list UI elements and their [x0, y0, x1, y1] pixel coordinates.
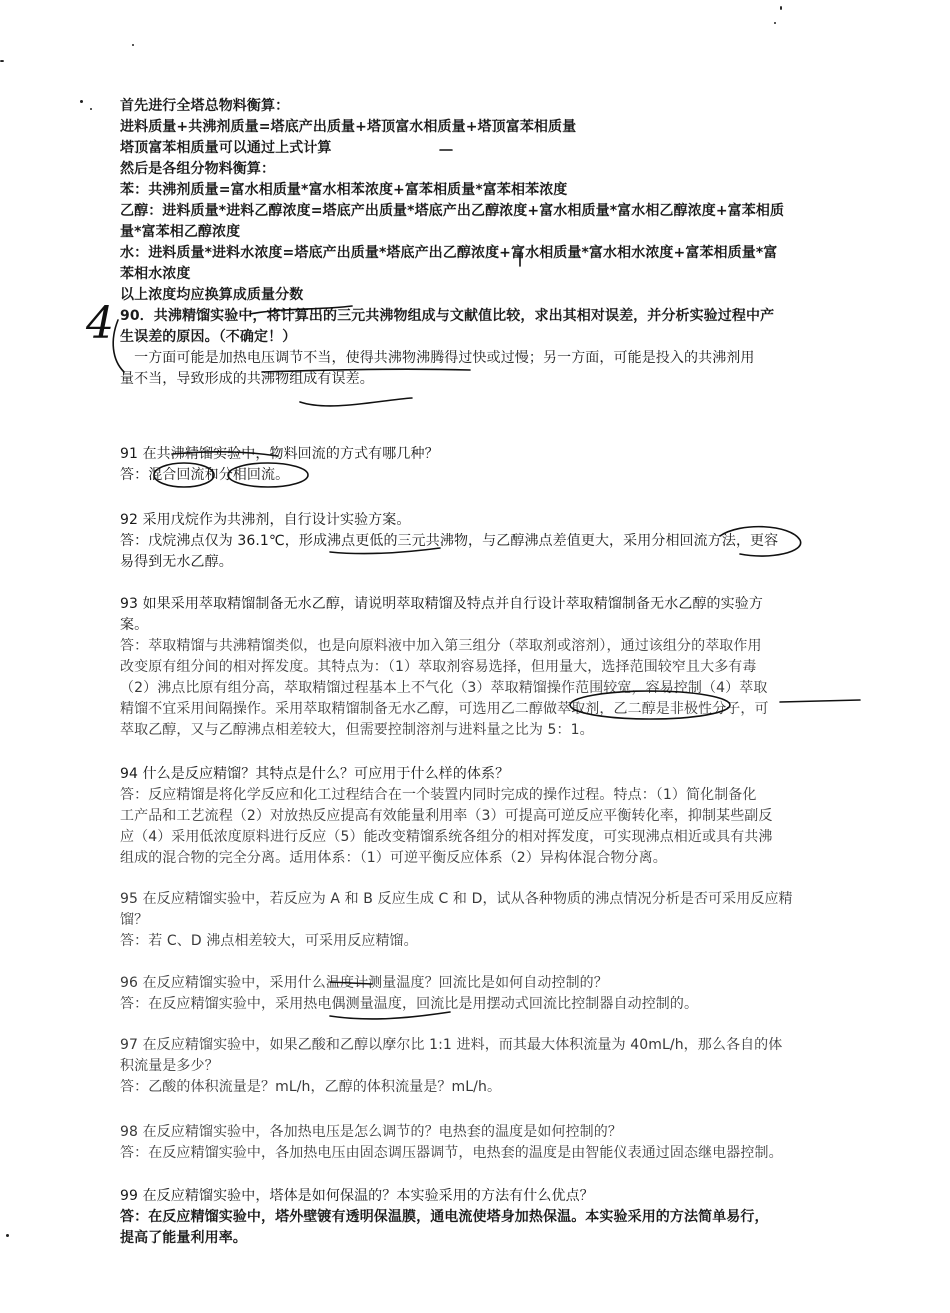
scan-speck — [132, 44, 134, 46]
answer-text: 组成的混合物的完全分离。适用体系：（1）可逆平衡反应体系（2）异构体混合物分离。 — [120, 850, 667, 866]
text-line: 水：进料质量*进料水浓度=塔底产出质量*塔底产出乙醇浓度+富水相质量*富水相水浓度+富苯相质量*富 — [120, 245, 778, 261]
text-line: 乙醇：进料质量*进料乙醇浓度=塔底产出质量*塔底产出乙醇浓度+富水相质量*富水相乙醇浓度+富苯相质 — [120, 203, 785, 219]
handwritten-margin-mark: 4 — [86, 298, 114, 349]
answer-text: （2）沸点比原有组分高，萃取精馏过程基本上不气化（3）萃取精馏操作范围较宽，容易控制（4）萃取 — [120, 680, 768, 696]
question-96 — [120, 973, 910, 1015]
text-line: 塔顶富苯相质量可以通过上式计算 — [120, 140, 332, 156]
question-91 — [120, 444, 910, 486]
scan-speck — [774, 22, 776, 24]
material-balance-section — [120, 96, 910, 306]
question-text: 97 在反应精馏实验中，如果乙酸和乙醇以摩尔比 1:1 进料，而其最大体积流量为 40mL/h，那么各自的体 — [120, 1037, 783, 1053]
answer-text: 答：在反应精馏实验中，采用热电偶测量温度，回流比是用摆动式回流比控制器自动控制的。 — [120, 996, 699, 1012]
question-92 — [120, 510, 910, 573]
question-text: 92 采用戊烷作为共沸剂，自行设计实验方案。 — [120, 512, 411, 528]
text-line: 以上浓度均应换算成质量分数 — [120, 287, 304, 303]
answer-text: 量不当，导致形成的共沸物组成有误差。 — [120, 371, 374, 387]
question-text: 馏？ — [120, 912, 149, 928]
question-text: 95 在反应精馏实验中，若反应为 A 和 B 反应生成 C 和 D，试从各种物质的沸点情况分析是否可采用反应精 — [120, 891, 793, 907]
answer-text: 萃取乙醇，又与乙醇沸点相差较大，但需要控制溶剂与进料量之比为 5：1。 — [120, 722, 594, 738]
question-text: 96 在反应精馏实验中，采用什么温度计测量温度？回流比是如何自动控制的？ — [120, 975, 608, 991]
question-93 — [120, 594, 910, 741]
answer-text: 答：戊烷沸点仅为 36.1℃，形成沸点更低的三元共沸物，与乙醇沸点差值更大，采用分相回流方法，更容 — [120, 533, 779, 549]
answer-text: 提高了能量利用率。 — [120, 1230, 247, 1246]
answer-text: 精馏不宜采用间隔操作。采用萃取精馏制备无水乙醇，可选用乙二醇做萃取剂，乙二醇是非极性分子，可 — [120, 701, 769, 717]
question-text: 积流量是多少？ — [120, 1058, 219, 1074]
question-text: 案。 — [120, 617, 149, 633]
question-text: 93 如果采用萃取精馏制备无水乙醇，请说明萃取精馏及特点并自行设计萃取精馏制备无水乙醇的实验方 — [120, 596, 763, 612]
scan-speck — [0, 60, 4, 62]
question-text: 99 在反应精馏实验中，塔体是如何保温的？本实验采用的方法有什么优点？ — [120, 1188, 594, 1204]
answer-text: 答：乙酸的体积流量是？mL/h，乙醇的体积流量是？mL/h。 — [120, 1079, 502, 1095]
text-line: 量*富苯相乙醇浓度 — [120, 224, 241, 240]
scan-speck — [80, 100, 83, 103]
question-97 — [120, 1035, 910, 1098]
answer-text: 一方面可能是加热电压调节不当，使得共沸物沸腾得过快或过慢；另一方面，可能是投入的共沸剂用 — [120, 350, 755, 366]
answer-text: 答：反应精馏是将化学反应和化工过程结合在一个装置内同时完成的操作过程。特点：（1）简化制备化 — [120, 787, 757, 803]
text-line: 苯相水浓度 — [120, 266, 191, 282]
scan-speck — [6, 1234, 9, 1237]
answer-text: 答：混合回流和分相回流。 — [120, 467, 290, 483]
pen-underline — [300, 398, 412, 406]
question-text: 94 什么是反应精馏？其特点是什么？可应用于什么样的体系？ — [120, 766, 510, 782]
text-line: 首先进行全塔总物料衡算： — [120, 98, 290, 114]
question-98 — [120, 1122, 910, 1164]
answer-text: 答：在反应精馏实验中，各加热电压由固态调压器调节，电热套的温度是由智能仪表通过固态继电器控制。 — [120, 1145, 783, 1161]
question-text: 生误差的原因。（不确定！） — [120, 329, 297, 345]
scan-speck — [780, 6, 782, 10]
question-text: 98 在反应精馏实验中，各加热电压是怎么调节的？电热套的温度是如何控制的？ — [120, 1124, 622, 1140]
answer-text: 答：若 C、D 沸点相差较大，可采用反应精馏。 — [120, 933, 418, 949]
text-line: 然后是各组分物料衡算： — [120, 161, 276, 177]
scan-speck — [90, 108, 92, 110]
question-text: 91 在共沸精馏实验中，物料回流的方式有哪几种？ — [120, 446, 439, 462]
answer-text: 答：萃取精馏与共沸精馏类似，也是向原料液中加入第三组分（萃取剂或溶剂），通过该组分的萃取作用 — [120, 638, 762, 654]
answer-text: 易得到无水乙醇。 — [120, 554, 233, 570]
answer-text: 改变原有组分间的相对挥发度。其特点为：（1）萃取剂容易选择，但用量大，选择范围较窄且大多有毒 — [120, 659, 757, 675]
answer-text: 工产品和工艺流程（2）对放热反应提高有效能量利用率（3）可提高可逆反应平衡转化率，抑制某些副反 — [120, 808, 773, 824]
question-94 — [120, 764, 910, 869]
question-90 — [120, 306, 910, 390]
answer-text: 答：在反应精馏实验中，塔外壁镀有透明保温膜，通电流使塔身加热保温。本实验采用的方法简单易行， — [120, 1209, 769, 1225]
question-95 — [120, 889, 910, 952]
question-text: 90．共沸精馏实验中，将计算出的三元共沸物组成与文献值比较，求出其相对误差，并分析实验过程中产 — [120, 308, 775, 324]
text-line: 苯：共沸剂质量=富水相质量*富水相苯浓度+富苯相质量*富苯相苯浓度 — [120, 182, 568, 198]
text-line: 进料质量+共沸剂质量=塔底产出质量+塔顶富水相质量+塔顶富苯相质量 — [120, 119, 577, 135]
question-99 — [120, 1186, 910, 1249]
answer-text: 应（4）采用低浓度原料进行反应（5）能改变精馏系统各组分的相对挥发度，可实现沸点相近或具有共沸 — [120, 829, 773, 845]
